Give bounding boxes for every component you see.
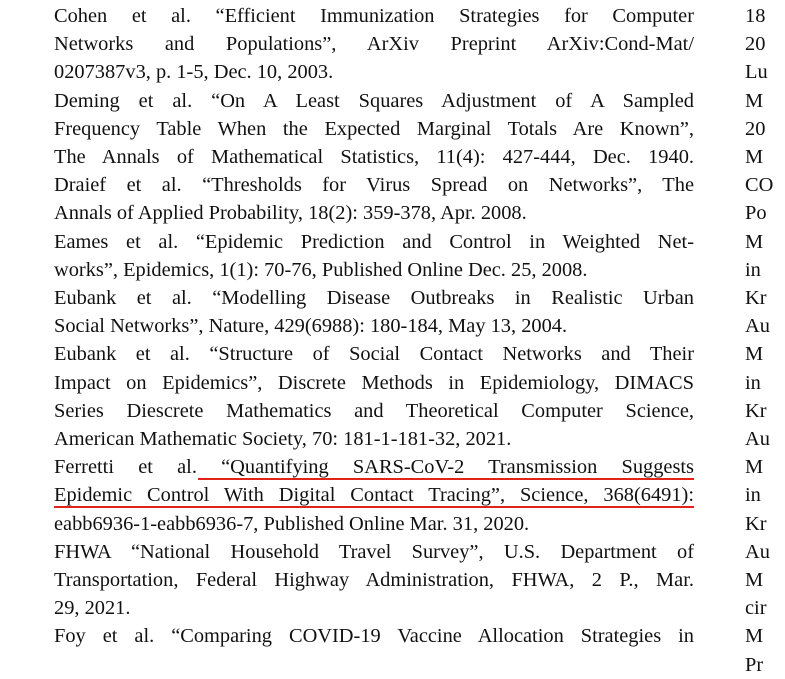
ref-line: The Annals of Mathematical Statistics, 11(4): 427-444, Dec. 1940. [54, 146, 694, 169]
ref-line: American Mathematic Society, 70: 181-1-181-32, 2021. [54, 428, 512, 451]
reference-draief [54, 171, 694, 227]
ref-line: Series Diescrete Mathematics and Theoretical Computer Science, [54, 399, 694, 422]
ref-line: FHWA “National Household Travel Survey”, U.S. Department of [54, 540, 694, 563]
right-fragment: Au [745, 428, 770, 451]
ref-line: Frequency Table When the Expected Marginal Totals Are Known”, [54, 117, 694, 140]
ref-line: Annals of Applied Probability, 18(2): 359-378, Apr. 2008. [54, 202, 527, 225]
right-fragment: M [745, 625, 764, 648]
right-fragment: Au [745, 540, 770, 563]
right-fragment: M [745, 569, 764, 592]
right-fragment: Lu [745, 61, 768, 84]
reference-eames [54, 228, 694, 284]
reference-deming [54, 87, 694, 172]
right-fragment: 20 [745, 117, 766, 140]
ref-line: Ferretti et al. “Quantifying SARS-CoV-2 Transmission Suggests [54, 456, 694, 479]
right-fragment: Po [745, 202, 767, 225]
ref-line: Networks and Populations”, ArXiv Preprint ArXiv:Cond-Mat/ [54, 33, 694, 56]
right-fragment: Kr [745, 512, 767, 535]
right-fragment: 20 [745, 33, 766, 56]
right-fragment: M [745, 456, 764, 479]
ref-line: 29, 2021. [54, 597, 131, 620]
right-fragment: M [745, 146, 764, 169]
red-underline-1 [198, 478, 694, 480]
right-fragment: in [745, 371, 761, 394]
ref-line: Social Networks”, Nature, 429(6988): 180-184, May 13, 2004. [54, 315, 568, 338]
reference-ferretti-highlighted [54, 453, 694, 538]
ref-line: Epidemic Control With Digital Contact Tracing”, Science, 368(6491): [54, 484, 694, 507]
ref-line: 0207387v3, p. 1-5, Dec. 10, 2003. [54, 61, 334, 84]
ref-line: Cohen et al. “Efficient Immunization Strategies for Computer [54, 5, 694, 27]
ref-line: Foy et al. “Comparing COVID-19 Vaccine Allocation Strategies in [54, 625, 694, 648]
right-fragment: 18 [745, 5, 766, 27]
ref-line: Impact on Epidemics”, Discrete Methods in Epidemiology, DIMACS [54, 371, 694, 394]
ref-line: works”, Epidemics, 1(1): 70-76, Published Online Dec. 25, 2008. [54, 258, 588, 281]
reference-fhwa [54, 538, 694, 623]
ref-line: Deming et al. “On A Least Squares Adjustment of A Sampled [54, 89, 694, 112]
right-fragment: M [745, 343, 764, 366]
right-fragment: Kr [745, 287, 767, 310]
reference-cohen [54, 2, 694, 87]
reference-foy [54, 622, 694, 650]
right-fragment: Pr [745, 653, 764, 676]
ref-line: Eubank et al. “Structure of Social Contact Networks and Their [54, 343, 694, 366]
reference-eubank-2021 [54, 340, 694, 453]
right-fragment: M [745, 230, 764, 253]
right-column-fragments [745, 2, 785, 679]
ref-line: Transportation, Federal Highway Administration, FHWA, 2 P., Mar. [54, 569, 694, 592]
ref-line: Eames et al. “Epidemic Prediction and Control in Weighted Net- [54, 230, 694, 253]
right-fragment: CO [745, 174, 774, 197]
right-fragment: Kr [745, 399, 767, 422]
right-fragment: M [745, 89, 764, 112]
right-fragment: Au [745, 315, 770, 338]
red-underline-2 [54, 506, 694, 508]
reference-eubank-2004 [54, 284, 694, 340]
ref-line: Draief et al. “Thresholds for Virus Spread on Networks”, The [54, 174, 694, 197]
right-fragment: in [745, 258, 761, 281]
right-fragment: cir [745, 597, 767, 620]
reference-list [54, 2, 694, 651]
ref-line: eabb6936-1-eabb6936-7, Published Online Mar. 31, 2020. [54, 512, 530, 535]
right-fragment: in [745, 484, 761, 507]
ref-line: Eubank et al. “Modelling Disease Outbreaks in Realistic Urban [54, 287, 694, 310]
